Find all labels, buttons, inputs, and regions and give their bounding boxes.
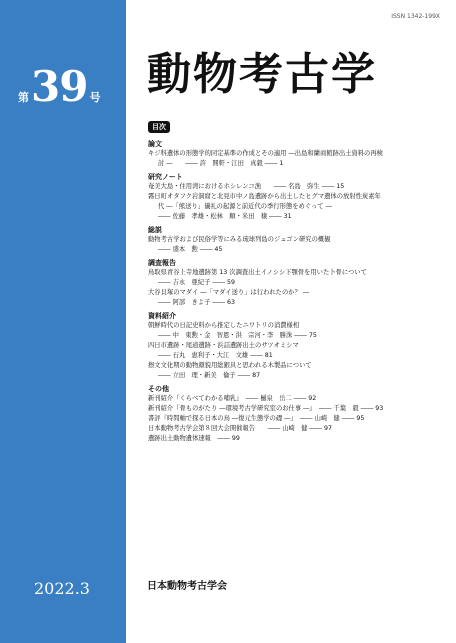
toc-section-heading: 研究ノート [148,173,183,181]
toc-label: 目次 [148,121,170,133]
toc-entry: 朝鮮時代の日記史料から推定したニワトリの消費様相 [148,322,300,329]
toc-entry: ―― 石丸 恵利子・大江 文雄 ―― 81 [158,352,273,359]
toc-entry: キジ科遺体の形態学的同定基準の作成とその適用 ―出島和蘭商館跡出土資料の再検 [148,150,383,157]
toc-entry: 書評『時間軸で探る日本の鳥 ―復元生態学の礎 ―』 ―― 山崎 健 ―― 95 [148,415,365,422]
cover-sidebar [0,0,126,643]
toc-section-heading: 資料紹介 [148,312,176,320]
toc-entry: 新刊紹介『骨ものがたり ―環境考古学研究室のお仕事 ―』 ―― 千葉 毅 ―― 93 [148,405,384,412]
toc-entry: 代 ―「熊送り」儀礼の起源と前近代の季行形態をめぐって ― [158,203,332,210]
toc-section-heading: 論文 [148,140,162,148]
toc-entry: 新刊紹介『くらべてわかる哺乳』 ―― 樋泉 岳二 ―― 92 [148,395,317,402]
toc-entry: ―― 盛本 勲 ―― 45 [158,246,223,253]
toc-section-heading: 調査報告 [148,259,176,267]
toc-entry: 奄美大島・住用湾におけるホシレンコ漁 ―― 名島 弥生 ―― 15 [148,183,345,190]
table-of-contents [148,139,448,444]
toc-entry: 霧日町オタフク岩洞窟と北見市中ノ島遺跡から出土したヒグマ遺体の放射性炭素年 [148,193,381,200]
publisher: 日本動物考古学会 [147,581,227,592]
toc-entry: 討 ― ―― 許 開軒・江田 真毅 ―― 1 [158,160,284,167]
toc-entry: 大谷貝塚のマダイ ―「マダイ送り」は行われたのか？ ― [148,289,310,296]
issn: ISSN 1342-199X [391,13,440,20]
toc-entry: ―― 吉永 亜紀子 ―― 59 [158,279,235,286]
toc-entry: 擦文文化期の動物顔貌用総銀具と思われる木製品について [148,362,312,369]
issue-suffix: 号 [89,91,101,104]
toc-entry: ―― 中 東勲・金 智恩・洪 宗河・李 勝洙 ―― 75 [158,332,317,339]
issue-number [18,62,100,111]
journal-title: 動物考古学 [147,49,377,100]
toc-entry: 日本動物考古学会第８回大会開催報告 ―― 山崎 健 ―― 97 [148,425,333,432]
publication-year: 2022.3 [34,579,90,598]
toc-entry: 動物考古学および民俗学等にみる琉球列島のジュゴン研究の概観 [148,236,331,243]
toc-entry: ―― 阿部 きよ子 ―― 63 [158,299,235,306]
issue-value: 39 [31,62,88,111]
toc-section-heading: 総説 [148,226,162,234]
toc-section-heading: その他 [148,385,169,393]
toc-entry: ―― 佐藤 孝雄・松林 順・米田 穣 ―― 31 [158,213,292,220]
toc-entry: 遺跡出土動物遺体速報 ―― 99 [148,435,240,442]
toc-entry: ―― 立田 理・新美 倫子 ―― 87 [158,372,261,379]
issue-prefix: 第 [18,91,29,104]
toc-entry: 鳥取県青谷上寺地遺跡第 13 次調査出土イノシシ下顎骨を用いた卜骨について [148,269,367,276]
toc-entry: 四日市遺跡・尾道遺跡・浜詰遺跡出土のサツオミシマ [148,342,299,349]
